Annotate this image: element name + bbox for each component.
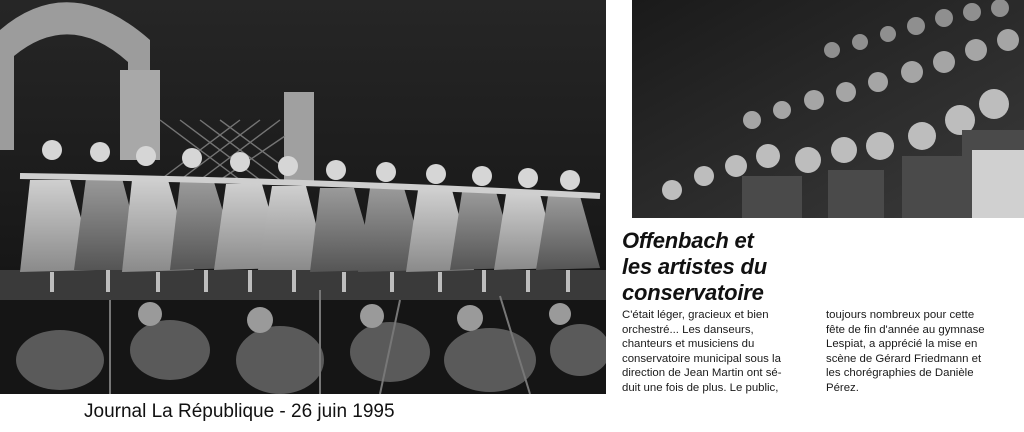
article-line: conservatoire municipal sous la bbox=[622, 352, 781, 365]
article-line: Lespiat, a apprécié la mise en bbox=[826, 338, 978, 351]
article-line: scène de Gérard Friedmann et bbox=[826, 352, 982, 365]
article-line: les chorégraphies de Danièle bbox=[826, 367, 974, 380]
article-column-2 bbox=[826, 308, 1022, 396]
article-line: orchestré... Les danseurs, bbox=[622, 323, 754, 336]
headline-line-3: conservatoire bbox=[622, 280, 764, 305]
article-column-1 bbox=[622, 308, 812, 396]
article-line: chanteurs et musiciens du bbox=[622, 338, 755, 351]
newspaper-caption: Journal La République - 26 juin 1995 bbox=[84, 401, 395, 422]
article-headline bbox=[622, 228, 922, 306]
article-line: C'était léger, gracieux et bien bbox=[622, 309, 769, 321]
article-line: Pérez. bbox=[826, 381, 859, 394]
article-line: duit une fois de plus. Le public, bbox=[622, 381, 779, 394]
article-line: toujours nombreux pour cette bbox=[826, 309, 975, 321]
article-line: direction de Jean Martin ont sé- bbox=[622, 367, 782, 380]
audience-photo-icon bbox=[632, 0, 1024, 218]
headline-line-2: les artistes du bbox=[622, 254, 767, 279]
article-line: fête de fin d'année au gymnase bbox=[826, 323, 985, 336]
headline-line-1: Offenbach et bbox=[622, 228, 754, 253]
audience-photo bbox=[632, 0, 1024, 218]
